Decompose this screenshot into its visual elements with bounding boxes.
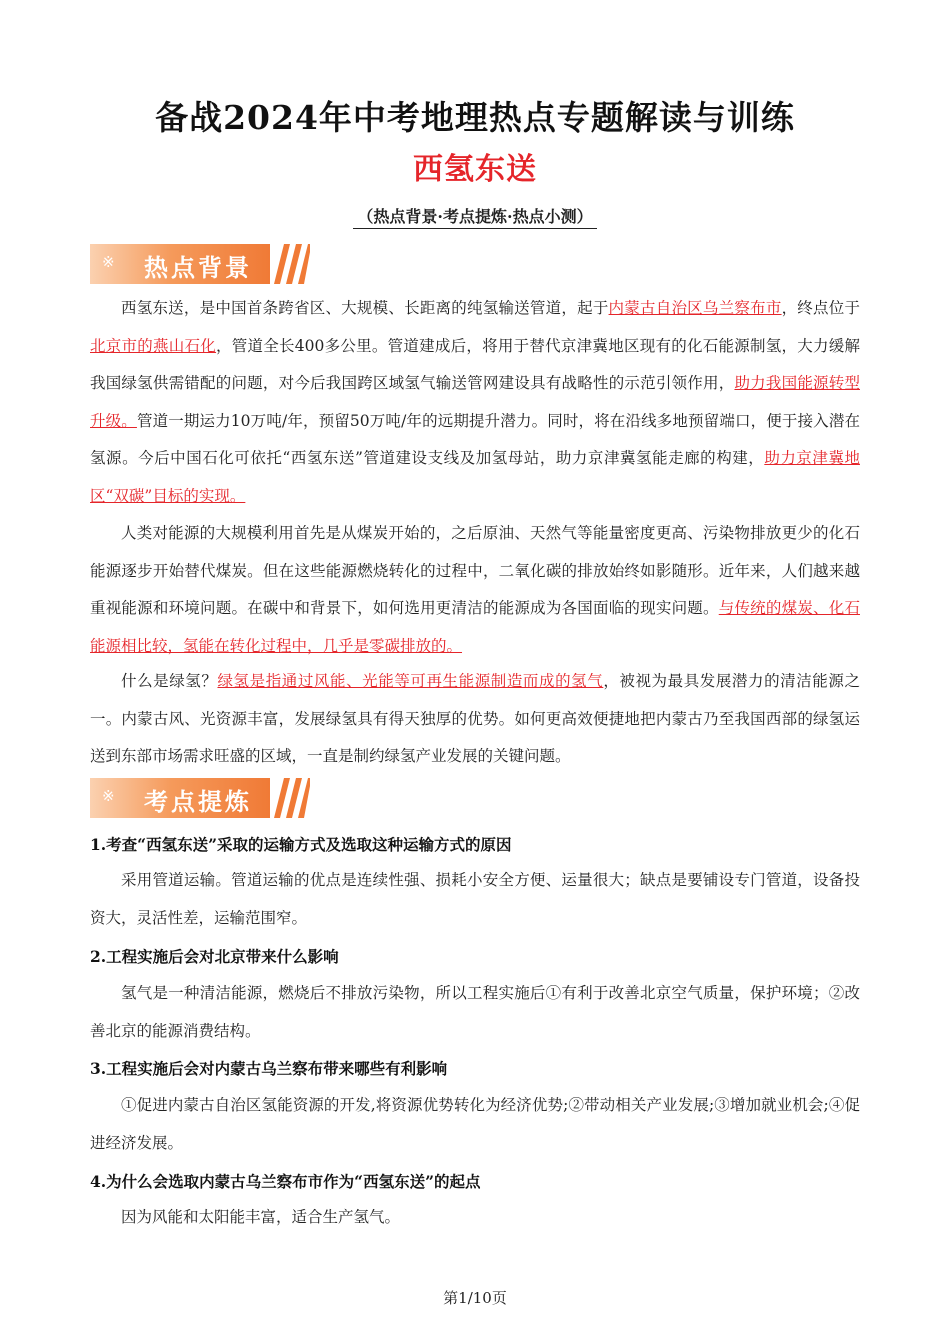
background-paragraph-1 [90,290,860,515]
stripes-icon [266,244,310,284]
question-heading-4: 4.为什么会选取内蒙古乌兰察布市作为“西氢东送”的起点 [90,1172,481,1191]
stripes-icon [266,778,310,818]
question-heading-1: 1.考查“西氢东送”采取的运输方式及选取这种运输方式的原因 [90,835,512,854]
section-banner-points [90,778,310,818]
highlight-energy-transition: 助力我国能源转型升级。 [90,374,860,430]
answer-4: 因为风能和太阳能丰富，适合生产氢气。 [121,1208,401,1226]
section-banner-background [90,244,310,284]
text-run: 什么是绿氢？ [121,672,218,690]
question-heading-3: 3.工程实施后会对内蒙古乌兰察布带来哪些有利影响 [90,1059,448,1078]
highlight-origin: 内蒙古自治区乌兰察布市 [608,299,782,317]
page-subtitle: 西氢东送 [413,152,537,187]
highlight-destination: 北京市的燕山石化 [90,336,217,355]
highlight-green-hydrogen: 绿氢是指通过风能、光能等可再生能源制造而成的氢气 [217,672,604,690]
tagline-text: （热点背景·考点提炼·热点小测） [353,207,596,229]
question-heading-2: 2.工程实施后会对北京带来什么影响 [90,947,339,966]
text-run: ，被视为最具发展潜力的清洁能源之一。内蒙古风、光资源丰富，发展绿氢具有得天独厚的优势。如何更高效便捷地把内蒙古乃至我国西部的绿氢运送到东部市场需求旺盛的区域，一直是制约绿氢产业发展的关键问题。 [90,672,860,765]
page-number: 第1/10页 [443,1289,507,1307]
highlight-dual-carbon: 助力京津冀地区“双碳”目标的实现。 [90,449,860,505]
reference-mark-icon: ※ [102,787,115,805]
background-paragraph-3 [90,663,860,776]
section-tagline [0,204,950,227]
text-run: ，终点位于 [781,299,860,317]
highlight-zero-carbon: 与传统的煤炭、化石能源相比较，氢能在转化过程中，几乎是零碳排放的。 [90,599,860,655]
section-label-background: 热点背景 [144,253,252,282]
page-title: 备战2024年中考地理热点专题解读与训练 [155,98,795,137]
answer-2: 氢气是一种清洁能源，燃烧后不排放污染物，所以工程实施后①有利于改善北京空气质量，保护环境；②改善北京的能源消费结构。 [90,984,860,1040]
answer-1: 采用管道运输。管道运输的优点是连续性强、损耗小安全方便、运量很大；缺点是要铺设专门管道，设备投资大，灵活性差，运输范围窄。 [90,871,860,927]
text-run: 西氢东送，是中国首条跨省区、大规模、长距离的纯氢输送管道，起于 [121,299,609,317]
text-run: ，管道全长400多公里。管道建成后，将用于替代京津冀地区现有的化石能源制氢，大力缓解我国绿氢供需错配的问题，对今后我国跨区域氢气输送管网建设具有战略性的示范引领作用， [90,336,860,392]
reference-mark-icon: ※ [102,253,115,271]
text-run: 人类对能源的大规模利用首先是从煤炭开始的，之后原油、天然气等能量密度更高、污染物排放更少的化石能源逐步开始替代煤炭。但在这些能源燃烧转化的过程中，二氧化碳的排放始终如影随形。近年来，人们越来越重视能源和环境问题。在碳中和背景下，如何选用更清洁的能源成为各国面临的现实问题。 [90,524,860,617]
answer-3: ①促进内蒙古自治区氢能资源的开发,将资源优势转化为经济优势;②带动相关产业发展;③增加就业机会;④促进经济发展。 [90,1096,860,1152]
background-paragraph-2 [90,515,860,665]
section-label-points: 考点提炼 [144,787,252,816]
text-run: 管道一期运力10万吨/年，预留50万吨/年的远期提升潜力。同时，将在沿线多地预留端口，便于接入潜在氢源。今后中国石化可依托“西氢东送”管道建设支线及加氢母站，助力京津冀氢能走廊的构建， [90,411,860,467]
